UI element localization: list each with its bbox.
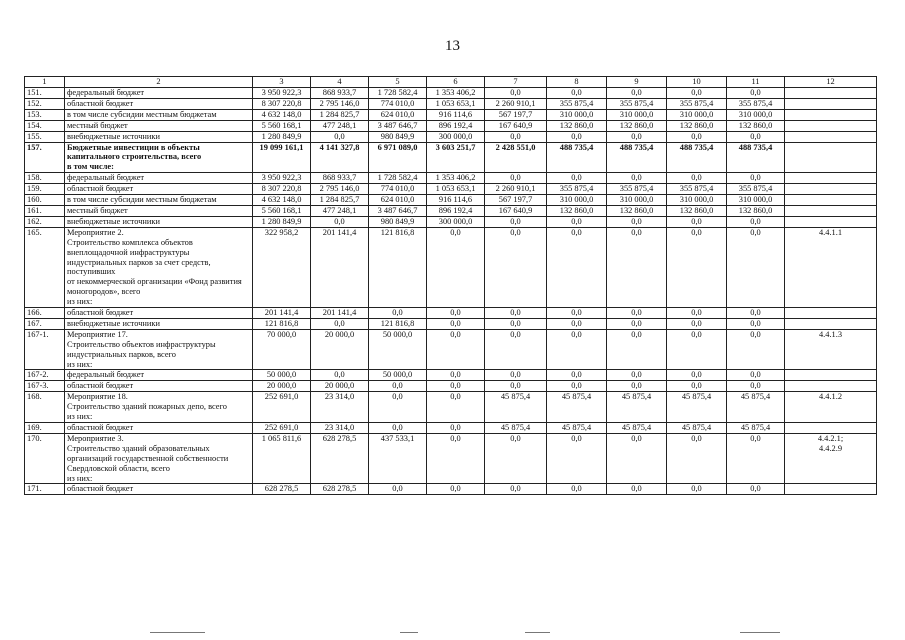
year-2022: 0,0	[485, 88, 547, 99]
year-2022: 45 875,4	[485, 423, 547, 434]
row-number: 161.	[25, 205, 65, 216]
year-2022: 567 197,7	[485, 195, 547, 206]
row-number: 153.	[25, 109, 65, 120]
table-row	[25, 381, 877, 392]
year-2025: 0,0	[667, 308, 727, 319]
year-2026: 0,0	[727, 308, 785, 319]
total-amount: 1 065 811,6	[253, 433, 311, 484]
year-2021: 0,0	[427, 370, 485, 381]
row-number: 167-3.	[25, 381, 65, 392]
year-2021: 300 000,0	[427, 216, 485, 227]
table-row	[25, 142, 877, 173]
year-2024: 488 735,4	[607, 142, 667, 173]
year-2026: 0,0	[727, 318, 785, 329]
row-number: 162.	[25, 216, 65, 227]
target-indicator-ref	[785, 173, 877, 184]
year-2026: 0,0	[727, 329, 785, 370]
budget-table	[24, 76, 877, 495]
target-indicator-ref	[785, 109, 877, 120]
year-2023: 355 875,4	[547, 98, 607, 109]
year-2019: 1 284 825,7	[311, 195, 369, 206]
table-row	[25, 195, 877, 206]
year-2020: 0,0	[369, 308, 427, 319]
column-number: 6	[427, 77, 485, 88]
table-row	[25, 120, 877, 131]
item-name: федеральный бюджет	[65, 370, 253, 381]
year-2023: 0,0	[547, 370, 607, 381]
year-2020: 6 971 089,0	[369, 142, 427, 173]
row-number: 154.	[25, 120, 65, 131]
year-2023: 310 000,0	[547, 109, 607, 120]
year-2019: 201 141,4	[311, 308, 369, 319]
year-2020: 121 816,8	[369, 318, 427, 329]
year-2026: 132 860,0	[727, 120, 785, 131]
row-number: 151.	[25, 88, 65, 99]
year-2025: 0,0	[667, 216, 727, 227]
year-2026: 310 000,0	[727, 195, 785, 206]
year-2025: 0,0	[667, 227, 727, 307]
year-2022: 2 428 551,0	[485, 142, 547, 173]
year-2019: 868 933,7	[311, 88, 369, 99]
year-2023: 355 875,4	[547, 184, 607, 195]
page-number: 13	[445, 38, 460, 54]
scan-artifact-line	[740, 632, 780, 633]
total-amount: 3 950 922,3	[253, 88, 311, 99]
item-name: внебюджетные источники	[65, 216, 253, 227]
year-2021: 0,0	[427, 318, 485, 329]
year-2019: 477 248,1	[311, 205, 369, 216]
year-2025: 45 875,4	[667, 423, 727, 434]
year-2021: 916 114,6	[427, 195, 485, 206]
year-2023: 0,0	[547, 318, 607, 329]
year-2021: 0,0	[427, 381, 485, 392]
year-2020: 50 000,0	[369, 370, 427, 381]
year-2024: 0,0	[607, 433, 667, 484]
table-row	[25, 423, 877, 434]
total-amount: 20 000,0	[253, 381, 311, 392]
year-2023: 132 860,0	[547, 120, 607, 131]
column-number: 5	[369, 77, 427, 88]
year-2020: 121 816,8	[369, 227, 427, 307]
year-2026: 355 875,4	[727, 98, 785, 109]
year-2026: 0,0	[727, 370, 785, 381]
row-number: 167.	[25, 318, 65, 329]
target-indicator-ref	[785, 184, 877, 195]
item-name: внебюджетные источники	[65, 131, 253, 142]
year-2022: 0,0	[485, 308, 547, 319]
total-amount: 5 560 168,1	[253, 205, 311, 216]
target-indicator-ref	[785, 308, 877, 319]
year-2019: 23 314,0	[311, 392, 369, 423]
year-2021: 896 192,4	[427, 205, 485, 216]
target-indicator-ref	[785, 205, 877, 216]
year-2026: 488 735,4	[727, 142, 785, 173]
year-2021: 1 353 406,2	[427, 88, 485, 99]
year-2023: 0,0	[547, 88, 607, 99]
target-indicator-ref	[785, 216, 877, 227]
target-indicator-ref	[785, 195, 877, 206]
row-number: 169.	[25, 423, 65, 434]
year-2019: 0,0	[311, 318, 369, 329]
item-name: областной бюджет	[65, 423, 253, 434]
total-amount: 3 950 922,3	[253, 173, 311, 184]
year-2022: 0,0	[485, 370, 547, 381]
target-indicator-ref	[785, 131, 877, 142]
year-2024: 355 875,4	[607, 184, 667, 195]
year-2025: 488 735,4	[667, 142, 727, 173]
row-number: 165.	[25, 227, 65, 307]
item-name: федеральный бюджет	[65, 88, 253, 99]
year-2020: 980 849,9	[369, 131, 427, 142]
item-name: Мероприятие 17. Строительство объектов инфраструктуры индустриальных парков, всего из них:	[65, 329, 253, 370]
year-2020: 0,0	[369, 392, 427, 423]
year-2019: 2 795 146,0	[311, 184, 369, 195]
year-2025: 0,0	[667, 329, 727, 370]
table-row	[25, 329, 877, 370]
item-name: областной бюджет	[65, 484, 253, 495]
year-2023: 45 875,4	[547, 392, 607, 423]
row-number: 170.	[25, 433, 65, 484]
scan-artifact-line	[400, 632, 418, 633]
year-2026: 0,0	[727, 88, 785, 99]
table-row	[25, 173, 877, 184]
item-name: областной бюджет	[65, 98, 253, 109]
item-name: федеральный бюджет	[65, 173, 253, 184]
table-row	[25, 109, 877, 120]
year-2026: 0,0	[727, 216, 785, 227]
year-2019: 1 284 825,7	[311, 109, 369, 120]
total-amount: 322 958,2	[253, 227, 311, 307]
year-2021: 3 603 251,7	[427, 142, 485, 173]
year-2022: 0,0	[485, 329, 547, 370]
row-number: 166.	[25, 308, 65, 319]
year-2019: 868 933,7	[311, 173, 369, 184]
year-2025: 0,0	[667, 484, 727, 495]
row-number: 157.	[25, 142, 65, 173]
year-2020: 774 010,0	[369, 184, 427, 195]
year-2026: 310 000,0	[727, 109, 785, 120]
table-row	[25, 318, 877, 329]
year-2025: 132 860,0	[667, 120, 727, 131]
year-2026: 0,0	[727, 173, 785, 184]
year-2022: 2 260 910,1	[485, 98, 547, 109]
year-2026: 355 875,4	[727, 184, 785, 195]
item-name: в том числе субсидии местным бюджетам	[65, 195, 253, 206]
year-2022: 2 260 910,1	[485, 184, 547, 195]
year-2019: 628 278,5	[311, 484, 369, 495]
year-2021: 0,0	[427, 227, 485, 307]
table-row	[25, 308, 877, 319]
year-2023: 0,0	[547, 433, 607, 484]
year-2024: 132 860,0	[607, 205, 667, 216]
year-2026: 0,0	[727, 381, 785, 392]
row-number: 167-2.	[25, 370, 65, 381]
total-amount: 8 307 220,8	[253, 184, 311, 195]
target-indicator-ref: 4.4.1.3	[785, 329, 877, 370]
year-2021: 916 114,6	[427, 109, 485, 120]
target-indicator-ref	[785, 318, 877, 329]
year-2019: 0,0	[311, 216, 369, 227]
total-amount: 252 691,0	[253, 392, 311, 423]
total-amount: 8 307 220,8	[253, 98, 311, 109]
year-2024: 45 875,4	[607, 423, 667, 434]
year-2024: 0,0	[607, 88, 667, 99]
year-2020: 980 849,9	[369, 216, 427, 227]
table-row	[25, 205, 877, 216]
year-2025: 310 000,0	[667, 109, 727, 120]
table-row	[25, 98, 877, 109]
year-2024: 0,0	[607, 329, 667, 370]
year-2022: 0,0	[485, 173, 547, 184]
total-amount: 4 632 148,0	[253, 195, 311, 206]
year-2024: 45 875,4	[607, 392, 667, 423]
year-2020: 624 010,0	[369, 109, 427, 120]
year-2023: 0,0	[547, 131, 607, 142]
year-2020: 774 010,0	[369, 98, 427, 109]
total-amount: 121 816,8	[253, 318, 311, 329]
item-name: областной бюджет	[65, 308, 253, 319]
year-2024: 132 860,0	[607, 120, 667, 131]
table-row	[25, 392, 877, 423]
year-2021: 300 000,0	[427, 131, 485, 142]
row-number: 152.	[25, 98, 65, 109]
year-2025: 355 875,4	[667, 98, 727, 109]
year-2025: 0,0	[667, 433, 727, 484]
year-2023: 0,0	[547, 381, 607, 392]
year-2024: 0,0	[607, 173, 667, 184]
year-2022: 167 640,9	[485, 120, 547, 131]
year-2020: 0,0	[369, 423, 427, 434]
year-2024: 0,0	[607, 370, 667, 381]
target-indicator-ref	[785, 98, 877, 109]
year-2025: 0,0	[667, 370, 727, 381]
year-2023: 0,0	[547, 216, 607, 227]
year-2023: 0,0	[547, 329, 607, 370]
year-2022: 0,0	[485, 216, 547, 227]
item-name: Мероприятие 3. Строительство зданий образовательных организаций государственной собственности Свердловской области, всего из них:	[65, 433, 253, 484]
year-2021: 0,0	[427, 308, 485, 319]
year-2026: 0,0	[727, 131, 785, 142]
year-2023: 0,0	[547, 484, 607, 495]
year-2023: 488 735,4	[547, 142, 607, 173]
year-2022: 0,0	[485, 381, 547, 392]
total-amount: 19 099 161,1	[253, 142, 311, 173]
column-number: 1	[25, 77, 65, 88]
year-2021: 1 053 653,1	[427, 98, 485, 109]
total-amount: 1 280 849,9	[253, 216, 311, 227]
year-2020: 0,0	[369, 484, 427, 495]
year-2019: 2 795 146,0	[311, 98, 369, 109]
year-2025: 0,0	[667, 381, 727, 392]
year-2024: 310 000,0	[607, 109, 667, 120]
year-2021: 0,0	[427, 329, 485, 370]
year-2019: 4 141 327,8	[311, 142, 369, 173]
year-2024: 310 000,0	[607, 195, 667, 206]
year-2022: 0,0	[485, 318, 547, 329]
table-row	[25, 88, 877, 99]
year-2022: 567 197,7	[485, 109, 547, 120]
year-2026: 0,0	[727, 484, 785, 495]
table-row	[25, 216, 877, 227]
item-name: внебюджетные источники	[65, 318, 253, 329]
year-2024: 0,0	[607, 216, 667, 227]
item-name: Мероприятие 2. Строительство комплекса объектов внеплощадочной инфраструктуры индустриальных парков за счет средств, поступивших от некоммерческой организации «Фонд развития моногородов», всего из них:	[65, 227, 253, 307]
target-indicator-ref	[785, 370, 877, 381]
total-amount: 50 000,0	[253, 370, 311, 381]
item-name: местный бюджет	[65, 205, 253, 216]
row-number: 167-1.	[25, 329, 65, 370]
row-number: 168.	[25, 392, 65, 423]
total-amount: 5 560 168,1	[253, 120, 311, 131]
year-2020: 3 487 646,7	[369, 120, 427, 131]
year-2025: 132 860,0	[667, 205, 727, 216]
year-2025: 355 875,4	[667, 184, 727, 195]
row-number: 155.	[25, 131, 65, 142]
year-2025: 310 000,0	[667, 195, 727, 206]
table-row	[25, 227, 877, 307]
column-number-row	[25, 77, 877, 88]
year-2024: 0,0	[607, 484, 667, 495]
year-2021: 1 053 653,1	[427, 184, 485, 195]
scan-artifact-line	[525, 632, 550, 633]
year-2024: 0,0	[607, 308, 667, 319]
year-2023: 0,0	[547, 227, 607, 307]
year-2019: 201 141,4	[311, 227, 369, 307]
column-number: 10	[667, 77, 727, 88]
column-number: 9	[607, 77, 667, 88]
year-2025: 0,0	[667, 173, 727, 184]
total-amount: 628 278,5	[253, 484, 311, 495]
total-amount: 252 691,0	[253, 423, 311, 434]
year-2025: 0,0	[667, 88, 727, 99]
item-name: областной бюджет	[65, 184, 253, 195]
total-amount: 201 141,4	[253, 308, 311, 319]
year-2022: 0,0	[485, 131, 547, 142]
column-number: 7	[485, 77, 547, 88]
year-2025: 0,0	[667, 131, 727, 142]
table-row	[25, 184, 877, 195]
year-2020: 3 487 646,7	[369, 205, 427, 216]
column-number: 2	[65, 77, 253, 88]
target-indicator-ref	[785, 142, 877, 173]
year-2024: 0,0	[607, 227, 667, 307]
table-row	[25, 131, 877, 142]
year-2024: 0,0	[607, 381, 667, 392]
year-2024: 355 875,4	[607, 98, 667, 109]
year-2023: 132 860,0	[547, 205, 607, 216]
year-2020: 437 533,1	[369, 433, 427, 484]
year-2022: 0,0	[485, 227, 547, 307]
year-2019: 0,0	[311, 131, 369, 142]
table-row	[25, 433, 877, 484]
row-number: 171.	[25, 484, 65, 495]
target-indicator-ref	[785, 423, 877, 434]
target-indicator-ref: 4.4.1.1	[785, 227, 877, 307]
year-2023: 45 875,4	[547, 423, 607, 434]
row-number: 158.	[25, 173, 65, 184]
target-indicator-ref	[785, 381, 877, 392]
column-number: 12	[785, 77, 877, 88]
item-name: в том числе субсидии местным бюджетам	[65, 109, 253, 120]
year-2025: 45 875,4	[667, 392, 727, 423]
target-indicator-ref	[785, 484, 877, 495]
year-2021: 0,0	[427, 484, 485, 495]
year-2020: 50 000,0	[369, 329, 427, 370]
column-number: 4	[311, 77, 369, 88]
column-number: 8	[547, 77, 607, 88]
year-2019: 0,0	[311, 370, 369, 381]
year-2024: 0,0	[607, 131, 667, 142]
item-name: Бюджетные инвестиции в объекты капитального строительства, всего в том числе:	[65, 142, 253, 173]
year-2023: 310 000,0	[547, 195, 607, 206]
year-2026: 0,0	[727, 227, 785, 307]
row-number: 159.	[25, 184, 65, 195]
year-2026: 0,0	[727, 433, 785, 484]
target-indicator-ref	[785, 88, 877, 99]
table-row	[25, 370, 877, 381]
row-number: 160.	[25, 195, 65, 206]
year-2026: 132 860,0	[727, 205, 785, 216]
year-2019: 20 000,0	[311, 381, 369, 392]
year-2022: 0,0	[485, 484, 547, 495]
year-2020: 624 010,0	[369, 195, 427, 206]
item-name: местный бюджет	[65, 120, 253, 131]
item-name: областной бюджет	[65, 381, 253, 392]
year-2019: 628 278,5	[311, 433, 369, 484]
year-2023: 0,0	[547, 308, 607, 319]
year-2025: 0,0	[667, 318, 727, 329]
target-indicator-ref: 4.4.1.2	[785, 392, 877, 423]
year-2022: 167 640,9	[485, 205, 547, 216]
table-row	[25, 484, 877, 495]
year-2022: 45 875,4	[485, 392, 547, 423]
year-2021: 1 353 406,2	[427, 173, 485, 184]
target-indicator-ref: 4.4.2.1; 4.4.2.9	[785, 433, 877, 484]
total-amount: 70 000,0	[253, 329, 311, 370]
year-2026: 45 875,4	[727, 392, 785, 423]
year-2021: 0,0	[427, 392, 485, 423]
item-name: Мероприятие 18. Строительство зданий пожарных депо, всего из них:	[65, 392, 253, 423]
total-amount: 1 280 849,9	[253, 131, 311, 142]
year-2021: 0,0	[427, 433, 485, 484]
year-2019: 23 314,0	[311, 423, 369, 434]
year-2019: 477 248,1	[311, 120, 369, 131]
total-amount: 4 632 148,0	[253, 109, 311, 120]
year-2021: 0,0	[427, 423, 485, 434]
year-2026: 45 875,4	[727, 423, 785, 434]
year-2023: 0,0	[547, 173, 607, 184]
scan-artifact-line	[150, 632, 205, 633]
year-2019: 20 000,0	[311, 329, 369, 370]
column-number: 11	[727, 77, 785, 88]
year-2021: 896 192,4	[427, 120, 485, 131]
year-2022: 0,0	[485, 433, 547, 484]
column-number: 3	[253, 77, 311, 88]
year-2020: 1 728 582,4	[369, 88, 427, 99]
target-indicator-ref	[785, 120, 877, 131]
year-2020: 0,0	[369, 381, 427, 392]
year-2020: 1 728 582,4	[369, 173, 427, 184]
year-2024: 0,0	[607, 318, 667, 329]
